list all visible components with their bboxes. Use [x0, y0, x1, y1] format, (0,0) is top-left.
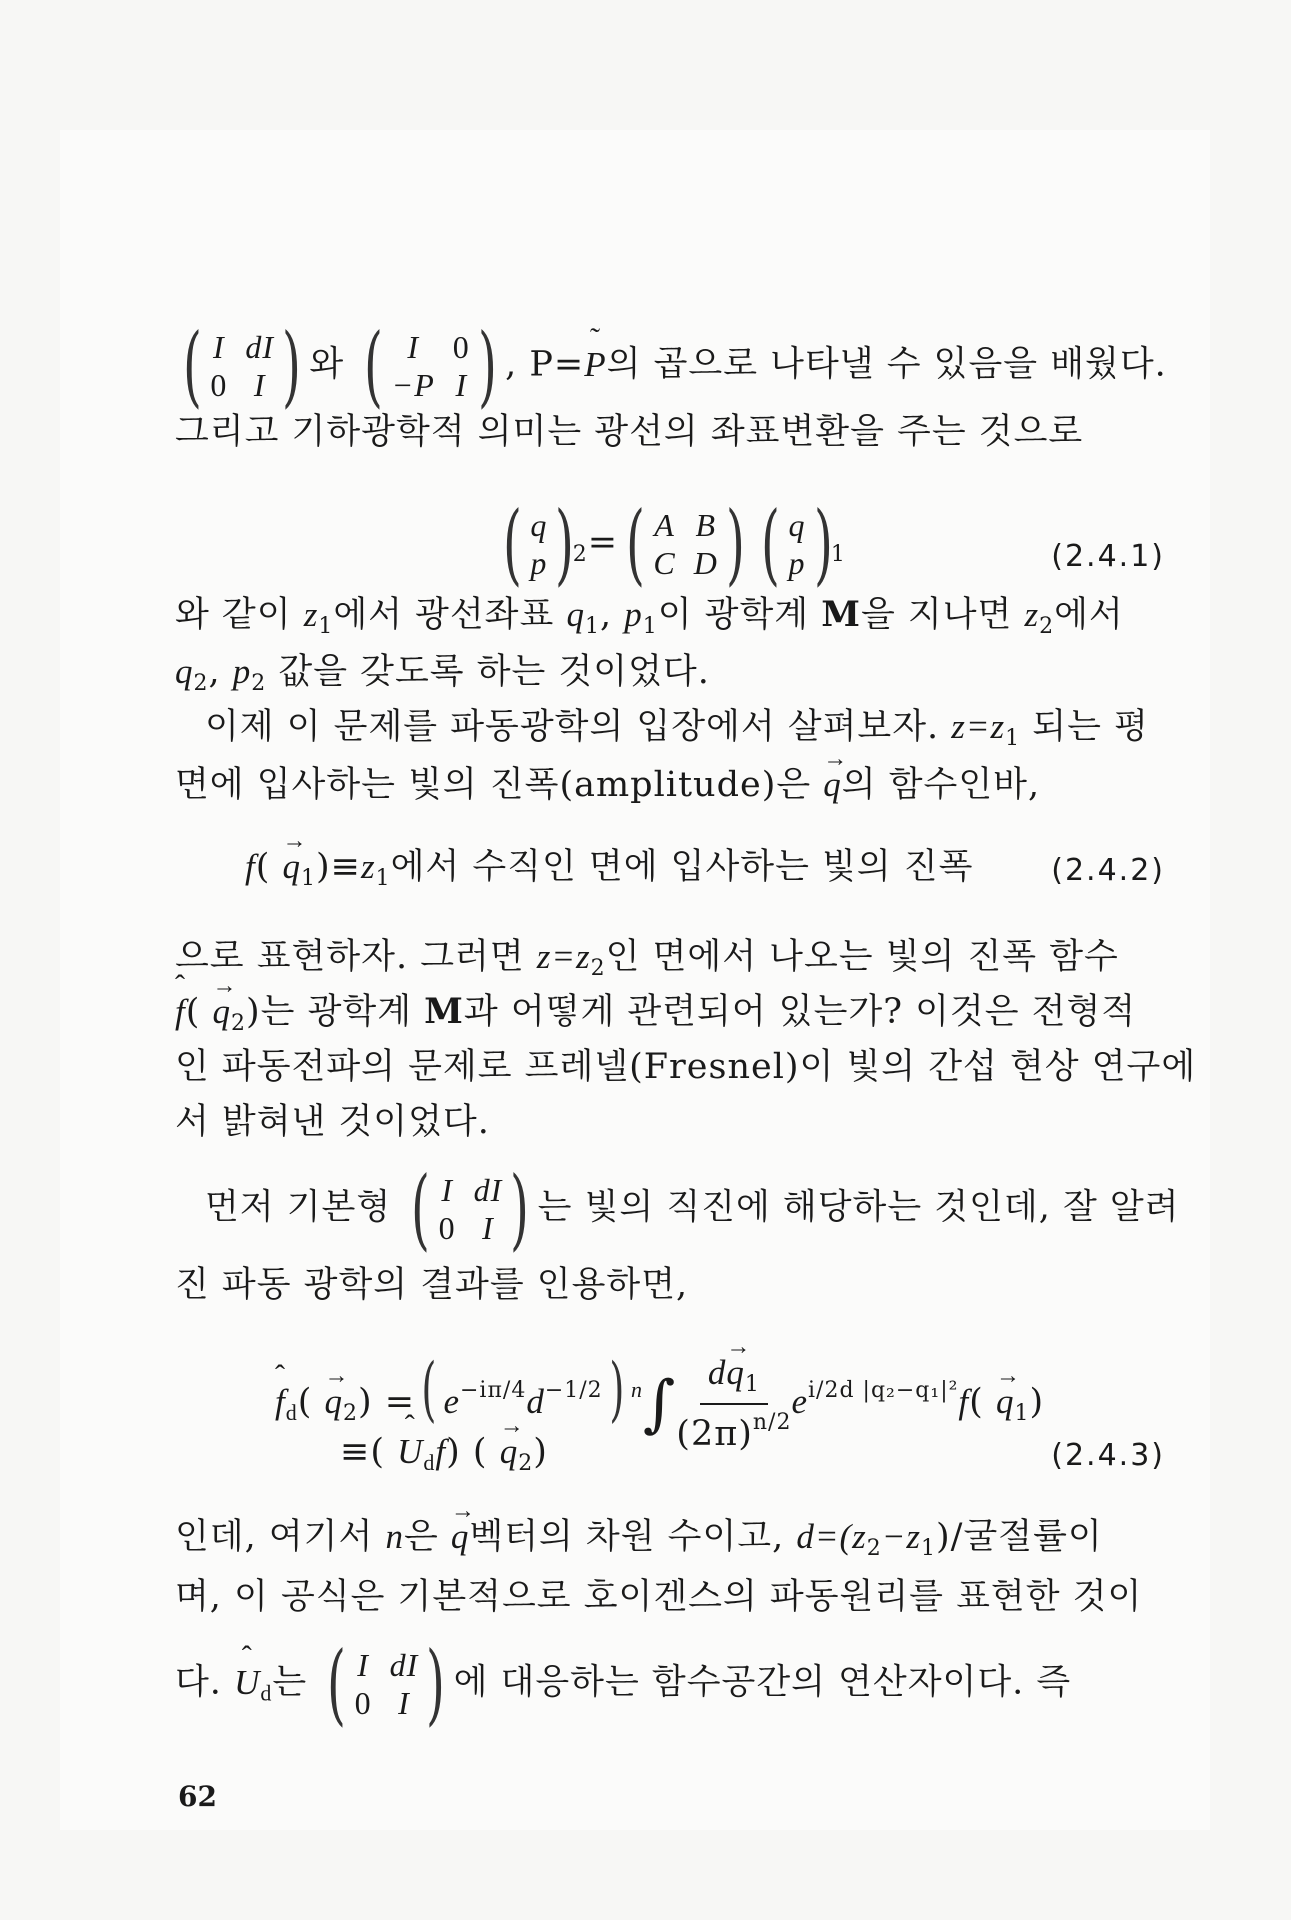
- equation-2-4-1: ( q p ) $_2$= ( A B C D ) ( q p ) $_1$ (2.4.1): [502, 492, 1165, 595]
- equation-2-4-2: $f( \to q_1)\equiv z_1$에서 수직인 면에 입사하는 빛의 진폭 (2.4.2): [175, 840, 1165, 906]
- text-line-9: 인 파동전파의 문제로 프레넬(Fresnel)이 빛의 간섭 현상 연구에: [175, 1047, 1197, 1087]
- equation-number: (2.4.2): [1051, 853, 1165, 888]
- text-line-14: 며, 이 공식은 기본적으로 호이겐스의 파동원리를 표현한 것이: [175, 1577, 1143, 1617]
- text-line-1: ( I dI 0 I ) 와 ( I 0 −P I ) , P=˜ P의 곱으로 나타낼 수 있음을 배웠다.: [175, 322, 1165, 410]
- text-line-4: $q_2$, $p_2$ 값을 갖도록 하는 것이었다.: [175, 652, 710, 696]
- text-line-13: 인데, 여기서 n은 → q벡터의 차원 수이고, $d=(z_2-z_1)/$굴절률이: [175, 1510, 1165, 1576]
- text-line-8: ˆ $f( \to q_2)$는 광학계 M과 어떻게 관련되어 있는가? 이것은 전형적: [175, 985, 1165, 1051]
- text-line-11: 먼저 기본형 ( I dI 0 I ) 는 빛의 직진에 해당하는 것인데, 잘 알려: [205, 1157, 1180, 1260]
- text-line-7: 으로 표현하자. 그러면 $z=z_2$인 면에서 나오는 빛의 진폭 함수: [175, 937, 1119, 981]
- equation-2-4-3-line-1: ˆ $f_d( \to q_2)$ =( $e^{-i\pi/4}d^{-1/2}$) $^n$∫ $\frac{d\to q_1}{(2\pi)^{n/2}}$ $e^{i/2d |q_2-q_1|^2}f( \to q_1)$: [175, 1345, 1165, 1452]
- text-line-2: 그리고 기하광학적 의미는 광선의 좌표변환을 주는 것으로: [175, 412, 1084, 452]
- text-line-12: 진 파동 광학의 결과를 인용하면,: [175, 1265, 689, 1305]
- text-line-10: 서 밝혀낸 것이었다.: [175, 1102, 490, 1142]
- text-line-5: 이제 이 문제를 파동광학의 입장에서 살펴보자. $z=z_1$ 되는 평: [205, 707, 1149, 751]
- matrix-lens: ( I 0 −P I ): [364, 314, 498, 417]
- text-line-15: 다. ˆ $U_d$는 ( I dI 0 I ) 에 대응하는 함수공간의 연산자이다. 즉: [175, 1640, 1165, 1728]
- text-line-6: 면에 입사하는 빛의 진폭(amplitude)은 → q의 함수인바,: [175, 758, 1165, 812]
- text-line-3: 와 같이 $z_1$에서 광선좌표 $q_1$, $p_1$이 광학계 M을 지나면 $z_2$에서: [175, 594, 1124, 639]
- matrix-propagation: ( I dI 0 I ): [182, 314, 302, 417]
- equation-2-4-3-line-2: ≡( ˆ $U_df$) ( → $q_2$) (2.4.3): [175, 1425, 1165, 1491]
- equation-number: (2.4.3): [1051, 1438, 1165, 1473]
- equation-number: (2.4.1): [1051, 539, 1165, 574]
- page-number: 62: [178, 1780, 217, 1813]
